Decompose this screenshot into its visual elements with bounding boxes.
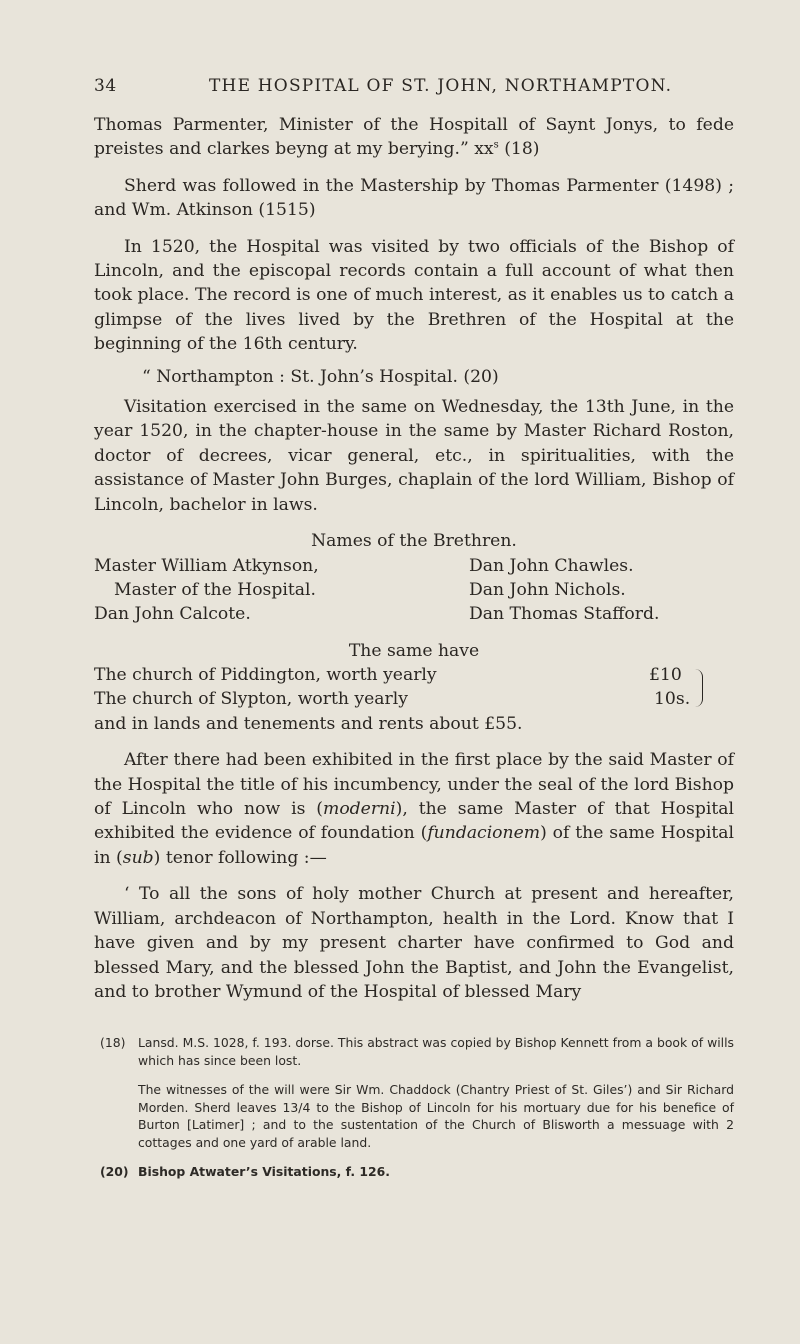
possession-value-1: £10 — [649, 665, 682, 686]
footnote-20-number: (20) — [100, 1164, 129, 1179]
paragraph-will-quote: Thomas Parmenter, Minister of the Hospitall of Saynt Jonys, to fede preistes and clarkes beyng at my berying.” $xx^s$ (18) — [94, 115, 734, 160]
footnote-18-continuation: The witnesses of the will were Sir Wm. Chaddock (Chantry Priest of St. Giles’) and Sir Richard Morden. Sherd leaves 13/4 to the Bishop of Lincoln for his mortuary due for his benefice of Burton [Latimer] ; and to the sustentation of the Church of Blisworth a messuage with 2 cottages and one yard of arable land. — [138, 1082, 734, 1150]
brace-mark — [692, 669, 703, 707]
footnote-18-text: Lansd. M.S. 1028, f. 193. dorse. This abstract was copied by Bishop Kennett from a book of wills which has since been lost. — [138, 1035, 734, 1068]
paragraph-visitation-record: Visitation exercised in the same on Wednesday, the 13th June, in the year 1520, in the chapter-house in the same by Master Richard Roston, doctor of decrees, vicar general, etc., in spiritualities, with the assistance of Master John Burges, chaplain of the lord William, Bishop of Lincoln, bachelor in laws. — [94, 397, 734, 515]
footnote-20 — [100, 1163, 734, 1181]
brethren-right-2: Dan John Nichols. — [469, 579, 626, 600]
brethren-left-3: Dan John Calcote. — [94, 604, 251, 625]
running-head — [94, 76, 734, 102]
page-number: 34 — [94, 76, 117, 96]
possession-lands: and in lands and tenements and rents about £55. — [94, 713, 523, 734]
running-title: THE HOSPITAL OF ST. JOHN, NORTHAMPTON. — [209, 76, 673, 96]
possessions-list — [94, 663, 734, 736]
footnotes — [100, 1034, 734, 1181]
possession-label-1: The church of Piddington, worth yearly — [94, 665, 437, 686]
brethren-list — [94, 554, 734, 627]
possessions-heading: The same have — [348, 640, 480, 661]
paragraph-record-heading: “ Northampton : St. John’s Hospital. (20) — [142, 366, 499, 387]
brethren-right-1: Dan John Chawles. — [469, 555, 634, 576]
brethren-right-3: Dan Thomas Stafford. — [469, 604, 660, 625]
brethren-left-2: Master of the Hospital. — [114, 579, 316, 600]
paragraph-mastership: Sherd was followed in the Mastership by Thomas Parmenter (1498) ; and Wm. Atkinson (1515) — [94, 175, 734, 221]
brethren-heading: Names of the Brethren. — [311, 531, 517, 552]
paragraph-evidence: After there had been exhibited in the first place by the said Master of the Hospital the title of his incumbency, under the seal of the lord Bishop of Lincoln who now is (moderni), the same Master of that Hospital exhibited the evidence of foundation (fundacionem) of the same Hospital in (sub) tenor following :— — [94, 750, 734, 868]
possession-value-2: 10s. — [654, 689, 691, 710]
paragraph-charter: ‘ To all the sons of holy mother Church at present and hereafter, William, archdeacon of Northampton, health in the Lord. Know that I have given and by my present charter have confirmed to God and blessed Mary, and the blessed John the Baptist, and John the Evangelist, and to brother Wymund of the Hospital of blessed Mary — [94, 884, 734, 1002]
possession-label-2: The church of Slypton, worth yearly — [94, 689, 408, 710]
footnote-20-text: Bishop Atwater’s Visitations, f. 126. — [138, 1164, 390, 1179]
main-text — [94, 113, 734, 1004]
brethren-left-1: Master William Atkynson, — [94, 555, 319, 576]
footnote-18-number: (18) — [100, 1035, 126, 1050]
paragraph-visitation-intro: In 1520, the Hospital was visited by two officials of the Bishop of Lincoln, and the episcopal records contain a full account of what then took place. The record is one of much interest, as it enables us to catch a glimpse of the lives lived by the Brethren of the Hospital at the beginning of the 16th century. — [94, 236, 734, 355]
footnote-18 — [100, 1034, 734, 1069]
